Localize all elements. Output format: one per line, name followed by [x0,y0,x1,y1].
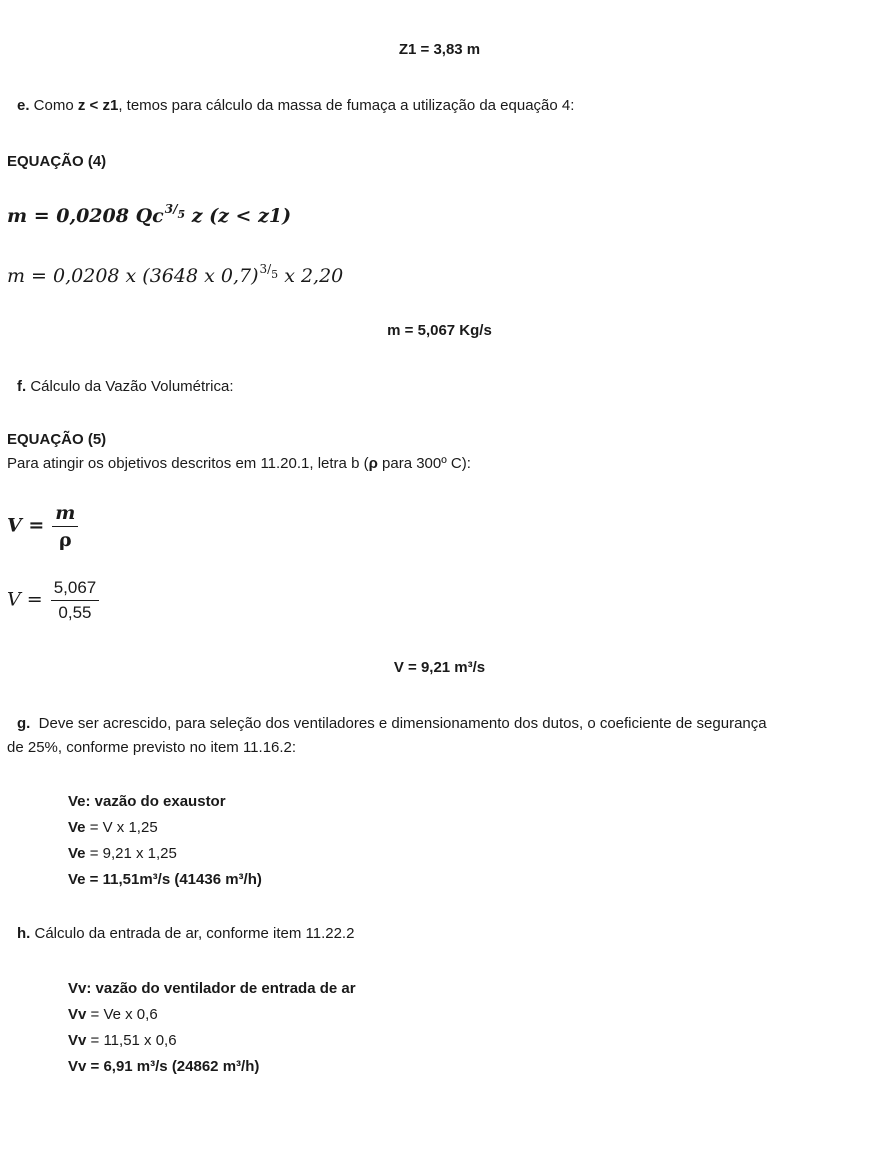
item-f-text: Cálculo da Vazão Volumétrica: [26,378,234,395]
item-g-calc-line1-var: Ve [68,819,86,836]
eq4-exp-num: 3 [164,202,174,216]
eq5-result: V = 9,21 m³/s [393,659,486,676]
item-h-text: Cálculo da entrada de ar, conforme item 11.22.2 [30,925,355,942]
item-e-text-post: , temos para cálculo da massa de fumaça a utilização da equação 4: [118,97,575,114]
eq5-lhs: V = [7,514,45,537]
item-e [17,97,574,114]
eq4-formula-rhs: z (z < z1) [185,205,292,227]
eq4-sub-lhs: m = 0,0208 x (3648 x 0,7) [7,265,259,287]
eq4-result: m = 5,067 Kg/s [387,322,492,339]
item-h-calc-result: Vv = 6,91 m³/s (24862 m³/h) [68,1058,260,1075]
item-h-calc-line2 [68,1032,177,1049]
eq4-heading: EQUAÇÃO (4) [7,153,107,170]
eq5-denominator: ρ [59,529,72,551]
eq5-sub-numerator: 5,067 [51,578,100,601]
eq5-sub-fraction [51,578,100,623]
eq5-substitution [7,578,99,623]
eq4-substitution [7,262,344,287]
eq5-numerator: m [52,502,78,527]
item-h-calc-line1-var: Vv [68,1006,87,1023]
item-e-text-pre: Como [29,97,78,114]
item-h-letter: h. [17,925,31,942]
item-g-calc-line1-rest: = V x 1,25 [85,819,158,836]
eq4-sub-rhs: x 2,20 [278,265,344,287]
eq4-sub-exponent: 3/5 [259,262,279,281]
item-g-line1 [7,715,767,732]
item-g-calc-line2-var: Ve [68,845,86,862]
item-g-calc-result: Ve = 11,51m³/s (41436 m³/h) [68,871,262,888]
item-h-calc-line1-rest: = Ve x 0,6 [86,1006,158,1023]
item-e-letter: e. [17,97,30,114]
item-h-calc-line2-rest: = 11,51 x 0,6 [86,1032,177,1049]
eq4-sub-exp-den: 5 [271,268,279,281]
item-g-line2: de 25%, conforme previsto no item 11.16.2: [7,739,297,756]
item-g-letter: g. [17,715,31,732]
z1-result: Z1 = 3,83 m [398,41,481,58]
item-e-condition: z < z1 [77,97,119,114]
item-f [17,378,234,395]
eq5-note-rho: ρ [368,455,378,472]
eq5-sub-denominator: 0,55 [58,603,92,622]
eq5-formula [7,502,78,551]
item-f-letter: f. [17,378,27,395]
eq4-exp-den: 5 [177,208,186,221]
item-h-calc-line2-var: Vv [68,1032,87,1049]
item-g-calc-line2 [68,845,177,862]
eq5-note-post: para 300º C): [377,455,471,472]
eq4-formula-lhs: m = 0,0208 Qc [7,205,164,227]
eq4-sub-exp-num: 3 [259,262,268,276]
eq4-formula-exponent: 3/5 [164,202,186,221]
eq5-sub-lhs: V = [7,588,43,611]
eq5-fraction [52,502,78,551]
item-g-definition: Ve: vazão do exaustor [68,793,226,810]
eq5-note-pre: Para atingir os objetivos descritos em 11.20.1, letra b ( [7,455,369,472]
eq4-formula [7,202,292,227]
item-g-calc-line2-rest: = 9,21 x 1,25 [85,845,177,862]
item-h-calc-line1 [68,1006,158,1023]
item-h-definition: Vv: vazão do ventilador de entrada de ar [68,980,356,997]
item-g-text-line1: Deve ser acrescido, para seleção dos ventiladores e dimensionamento dos dutos, o coeficiente de segurança [30,715,767,732]
item-g-calc-line1 [68,819,158,836]
eq5-heading: EQUAÇÃO (5) [7,431,107,448]
eq5-note [7,455,471,472]
item-h [17,925,354,942]
